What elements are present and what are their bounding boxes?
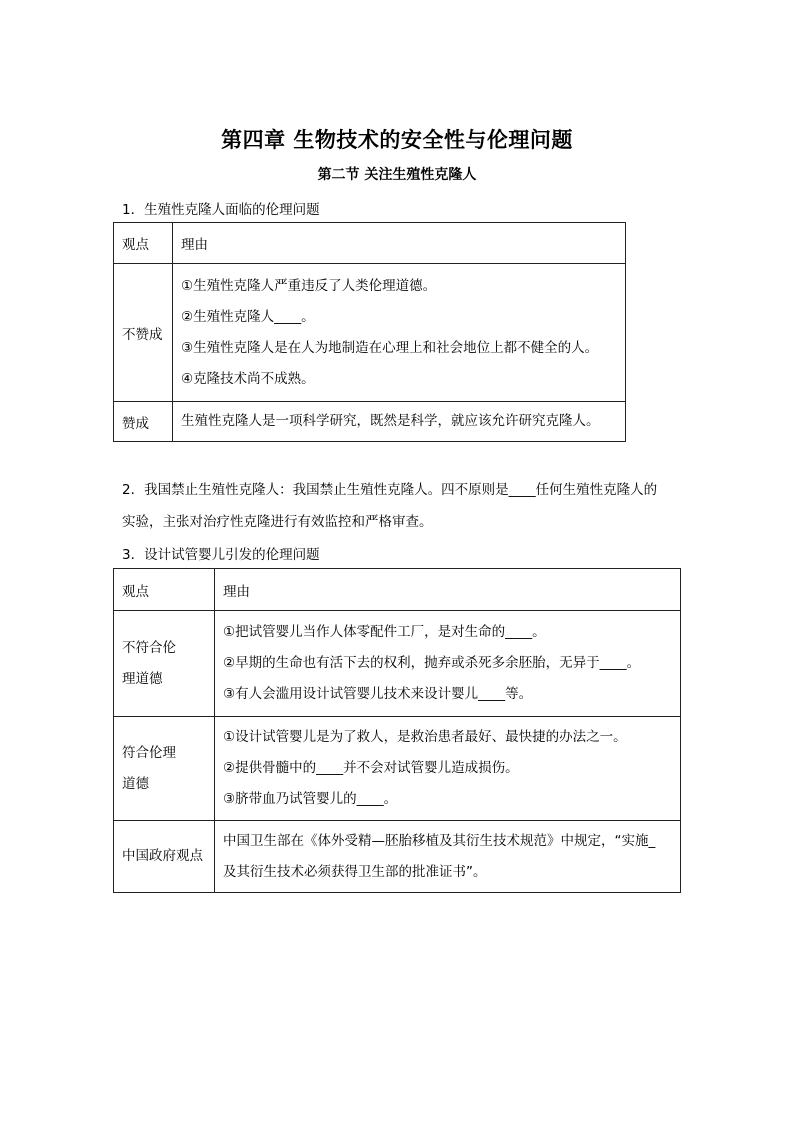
reason-line: ②提供骨髓中的____并不会对试管婴儿造成损伤。 [223,760,519,776]
reason-line: ②早期的生命也有活下去的权利，抛弃或杀死多余胚胎，无异于____。 [223,655,641,671]
reason-line: 生殖性克隆人是一项科学研究，既然是科学，就应该允许研究克隆人。 [181,413,600,429]
reason-line: ①把试管婴儿当作人体零配件工厂，是对生命的____。 [223,624,546,640]
table-row [114,264,626,402]
reason-cell [173,264,626,402]
chapter-title: 第四章 生物技术的安全性与伦理问题 [221,128,573,152]
viewpoint-line: 道德 [122,775,149,792]
reason-line: 中国卫生部在《体外受精—胚胎移植及其衍生技术规范》中规定，“实施_ [223,832,656,849]
viewpoint-cell [114,611,215,717]
table-header-row [114,569,681,611]
viewpoint-cell [114,821,215,893]
viewpoint-cell: 不赞成 [114,264,173,402]
reason-line: ④克隆技术尚不成熟。 [181,370,315,387]
reason-cell [215,717,681,821]
reason-line: ①生殖性克隆人严重违反了人类伦理道德。 [181,277,437,294]
reason-line: ③脐带血乃试管婴儿的____。 [223,791,398,807]
section1-heading: 1．生殖性克隆人面临的伦理问题 [122,202,320,218]
reason-line: ③有人会滥用设计试管婴儿技术来设计婴儿____等。 [223,686,533,702]
reason-line: ③生殖性克隆人是在人为地制造在心理上和社会地位上都不健全的人。 [181,339,599,356]
viewpoint-cell: 赞成 [114,402,173,442]
reason-line: ②生殖性克隆人____。 [181,308,315,325]
table-header-row [114,223,626,264]
header-viewpoint: 观点 [114,223,173,264]
table-row [114,821,681,893]
viewpoint-line: 中国政府观点 [122,848,203,864]
viewpoint-line: 符合伦理 [122,744,176,761]
section-title: 第二节 关注生殖性克隆人 [317,167,477,183]
viewpoint-cell [114,717,215,821]
reason-line: 及其衍生技术必须获得卫生部的批准证书”。 [223,863,487,880]
section3-heading: 3．设计试管婴儿引发的伦理问题 [122,547,320,563]
reason-cell [215,611,681,717]
header-reason: 理由 [173,223,626,264]
table-row [114,717,681,821]
reason-cell [173,402,626,442]
header-viewpoint: 观点 [114,569,215,611]
viewpoint-line: 不符合伦 [122,639,176,656]
reason-cell [215,821,681,893]
viewpoint-line: 理道德 [122,670,163,687]
header-reason: 理由 [215,569,681,611]
paragraph-line: 2．我国禁止生殖性克隆人：我国禁止生殖性克隆人。四不原则是____任何生殖性克隆人的 [122,482,658,498]
table-row [114,402,626,442]
paragraph-line: 实验，主张对治疗性克隆进行有效监控和严格审查。 [122,514,433,530]
section2-paragraph [122,474,722,538]
table-row [114,611,681,717]
reason-line: ①设计试管婴儿是为了救人，是救治患者最好、最快捷的办法之一。 [223,729,627,745]
ivf-ethics-table [113,568,681,893]
cloning-ethics-table [113,222,626,442]
